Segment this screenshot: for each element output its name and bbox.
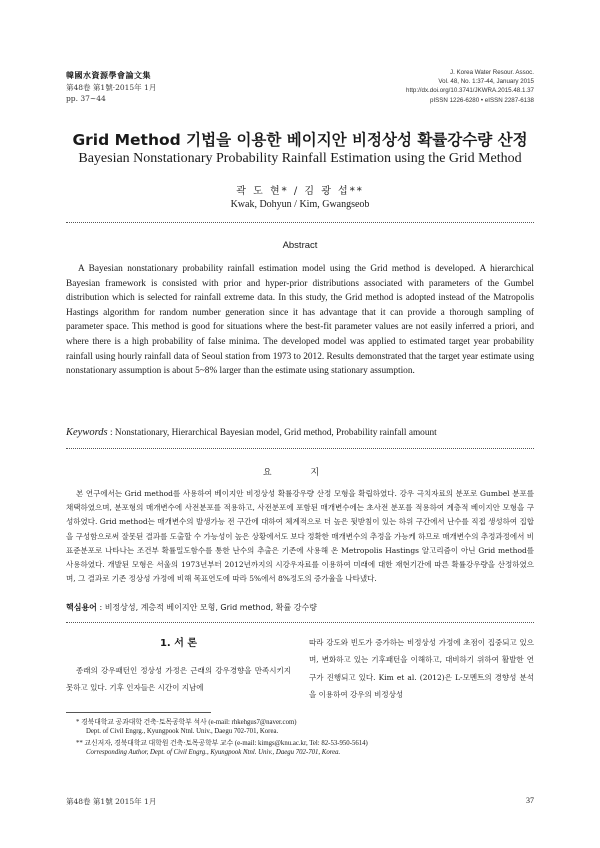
footnote-author-1: [76, 718, 534, 737]
footnote-author-2-english: Corresponding Author, Dept. of Civil Engrg., Kyungpook Ntnl. Univ., Daegu 702-701, Korea.: [86, 749, 341, 757]
footer-issue: 第48卷 第1號 2015年 1月: [66, 797, 157, 806]
paper-title-english: Bayesian Nonstationary Probability Rainfall Estimation using the Grid Method: [78, 151, 522, 166]
summary-heading-korean: 요 지: [262, 468, 338, 478]
journal-name-english: J. Korea Water Resour. Assoc.: [449, 69, 534, 76]
keywords-list: : Nonstationary, Hierarchical Bayesian model, Grid method, Probability rainfall amount: [107, 428, 437, 438]
intro-text-right-column: 따라 강도와 빈도가 증가하는 비정상성 가정에 초점이 집중되고 있으며, 변화하고 있는 기후패턴을 이해하고, 대비하기 위하여 활발한 연구가 진행되고 있다. Kim et al. (2012)은 L-모멘트의 경향성 분석을 이용하여 강우의 비정상성: [309, 638, 534, 700]
volume-korean: 第48卷 第1號·2015年 1月: [66, 83, 157, 92]
doi-link[interactable]: http://dx.doi.org/10.3741/JKWRA.2015.48.1.37: [406, 87, 534, 95]
intro-text-left-column: 종래의 강우패턴인 정상성 가정은 근래의 강우경향을 만족시키지 못하고 있다. 기후 인자들은 시간이 지남에: [66, 666, 291, 692]
keywords-english: [66, 427, 534, 438]
page-number: 37: [526, 796, 534, 805]
volume-english: Vol. 48, No. 1:37-44, January 2015: [438, 78, 534, 86]
divider: [66, 448, 534, 449]
authors-korean: 곽 도 현* / 김 광 섭**: [236, 186, 364, 197]
footnote-author-1-english: Dept. of Civil Engrg., Kyungpook Ntnl. Univ., Daegu 702-701, Korea.: [86, 728, 279, 736]
keywords-label: Keywords: [66, 427, 108, 438]
divider: [66, 222, 534, 223]
page-range: pp. 37~44: [66, 94, 106, 103]
footnote-rule: [66, 712, 211, 713]
abstract-text: A Bayesian nonstationary probability rainfall estimation model using the Grid method is developed. A hierarchical Bayesian framework is consisted with prior and hyper-prior distributions associated with parameters of the Gumbel distribution which is selected for rainfall extreme data. In this study, the Grid method is adopted instead of the Matropolis Hastings algorithm for random number generation since it has advantage that it can provide a thorough sampling of parameter space. This method is good for situations where the best-fit parameter values are not easily inferred a priori, and where there is a high probability of false minima. The developed model was applied to estimated target year probability rainfall using hourly rainfall data of Seoul station from 1973 to 2012. Results demonstrated that the target year estimate using nonstationary assumption is about 5~8% larger than the estimate using stationary assumption.: [66, 264, 534, 377]
issn: pISSN 1226-6280 • eISSN 2287-6138: [430, 96, 534, 104]
authors-english: Kwak, Dohyun / Kim, Gwangseob: [230, 199, 370, 210]
journal-name-korean: 韓國水資源學會論文集: [66, 71, 151, 80]
footnote-author-2-korean: ** 교신저자, 경북대학교 대학원 건축·토목공학부 교수 (e-mail: kimgs@knu.ac.kr, Tel: 82-53-950-5614): [76, 740, 368, 747]
journal-info-english: [406, 68, 534, 105]
keywords-korean: [66, 602, 534, 613]
paper-title-korean: Grid Method 기법을 이용한 베이지안 비정상성 확률강수량 산정: [72, 131, 528, 149]
keywords-label-korean: 핵심용어: [66, 603, 97, 612]
footnote-author-1-korean: * 경북대학교 공과대학 건축·토목공학부 석사 (e-mail: rhkehgus7@naver.com): [76, 719, 297, 726]
summary-text-korean: 본 연구에서는 Grid method를 사용하여 베이지안 비정상성 확률강우량 산정 모형을 확립하였다. 강우 극치자료의 분포로 Gumbel 분포를 채택하였으며, 분포형의 매개변수에 사전분포를 적용하고, 사전분포에 포함된 매개변수에는 초사전 분포를 적용하여 계층적 베이지안 모형을 구성하였다. Grid method는 매개변수의 발생가능 전 구간에 대하여 체계적으로 더 높은 뒷받침이 있는 하위 구간에서 난수를 직접 생성하여 집합을 구성함으로써 잘못된 결과를 도출할 수 가능성이 높은 상황에서도 보다 정확한 매개변수의 추정을 가능케 하므로 매개변수의 추정과정에서 비표준분포로 나타나는 조건부 확률밀도함수를 통한 난수의 추출은 기존에 사용해 온 Metropolis Hastings 알고리즘이 아닌 Grid method를 사용하였다. 개발된 모형은 서울의 1973년부터 2012년까지의 시강우자료를 이용하여 미래에 대한 재현기간에 따른 확률강우량을 산정하였으며, 그 결과로 기존 정상성 가정에 비해 목표연도에 따라 5%에서 8%정도의 증가율을 나타냈다.: [66, 489, 534, 584]
abstract-heading: Abstract: [282, 240, 318, 251]
divider: [66, 622, 534, 623]
section-heading-introduction: 1. 서 론: [159, 638, 198, 649]
footnote-author-2: [76, 739, 534, 758]
keywords-list-korean: : 비정상성, 계층적 베이지안 모형, Grid method, 확률 강수량: [96, 603, 317, 612]
